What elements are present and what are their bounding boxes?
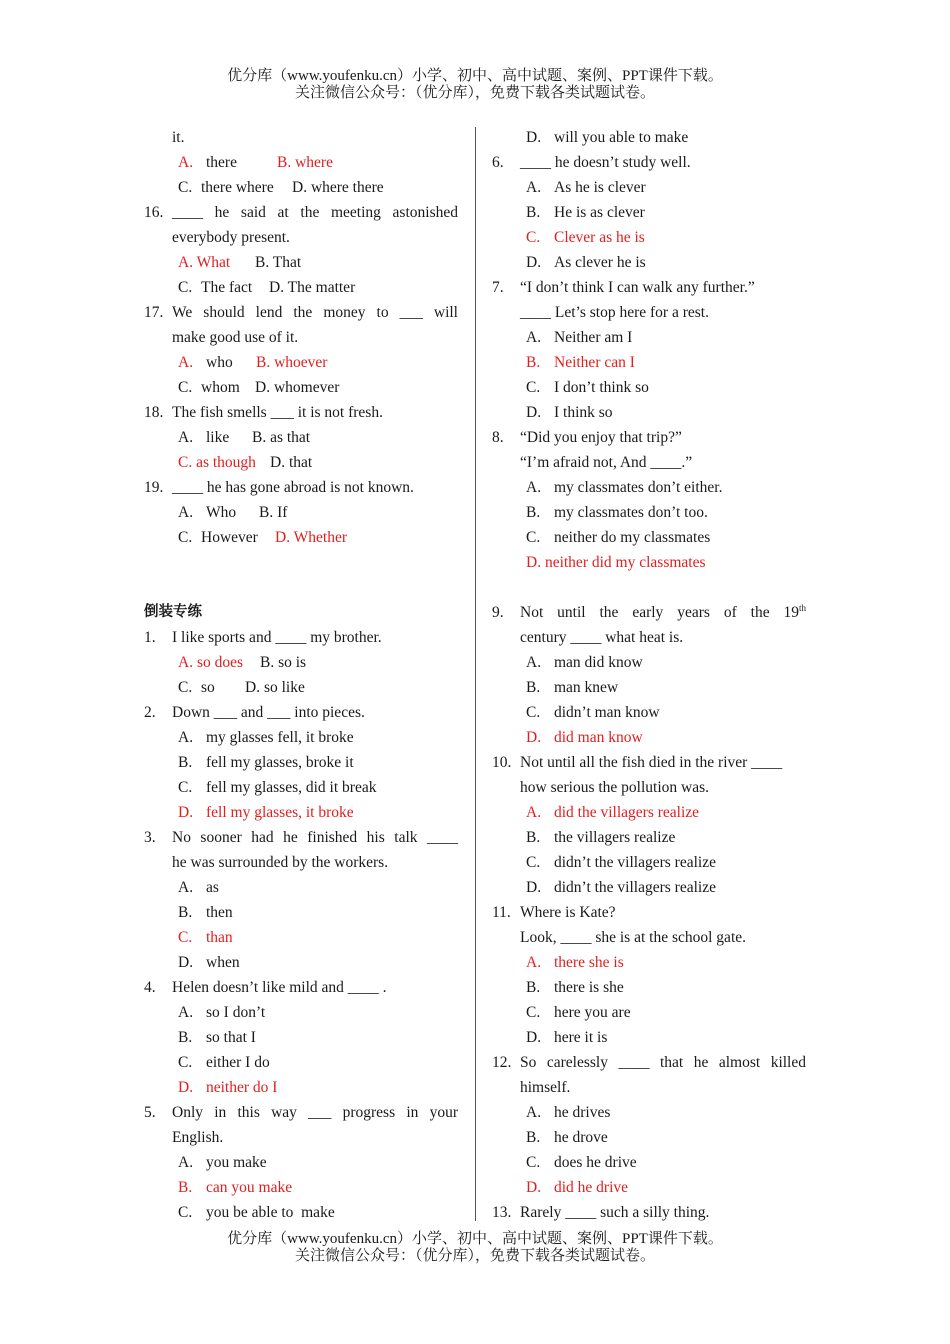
option-a: A. so does — [178, 654, 244, 671]
option-c-label: C. — [526, 1154, 541, 1171]
option-a-label: A. — [526, 179, 542, 196]
option-d: did he drive — [554, 1179, 629, 1196]
question-16 — [144, 200, 458, 225]
question-text: Rarely ____ such a silly thing. — [520, 1204, 710, 1221]
option-a-label: A. — [526, 1104, 542, 1121]
section-title: 倒装专练 — [144, 604, 202, 620]
spacer — [144, 550, 458, 575]
option-a: who — [206, 354, 233, 371]
question-text: I like sports and ____ my brother. — [172, 629, 382, 646]
question-number: 18. — [144, 404, 164, 421]
option-a: my classmates don’t either. — [554, 479, 723, 496]
question-13 — [492, 1200, 806, 1225]
option-b-label: B. — [526, 829, 541, 846]
question-text: ____ he said at the meeting astonished — [172, 204, 458, 221]
option-c-label: C. — [526, 529, 541, 546]
header-line-2: 关注微信公众号：（优分库），免费下载各类试题试卷。 — [294, 85, 655, 101]
option-c: The fact — [201, 279, 253, 296]
option-a: you make — [206, 1154, 267, 1171]
option-a-label: A. — [178, 154, 194, 171]
question-text: Helen doesn’t like mild and ____ . — [172, 979, 387, 996]
question-text: he was surrounded by the workers. — [172, 854, 389, 871]
option-row — [144, 950, 458, 975]
question-text: it. — [172, 129, 185, 146]
question-9 — [492, 600, 806, 625]
spacer — [492, 575, 806, 600]
question-text: how serious the pollution was. — [520, 779, 709, 796]
superscript: th — [798, 603, 806, 613]
option-row — [492, 525, 806, 550]
question-number: 17. — [144, 304, 164, 321]
option-row — [492, 325, 806, 350]
option-b-label: B. — [178, 904, 193, 921]
option-row — [144, 350, 458, 375]
question-text: “I’m afraid not, And ____.” — [520, 454, 693, 471]
question-1 — [144, 625, 458, 650]
option-row — [144, 750, 458, 775]
option-d-label: D. — [178, 1079, 194, 1096]
footer-line-2: 关注微信公众号：（优分库），免费下载各类试题试卷。 — [294, 1248, 655, 1264]
option-d: fell my glasses, it broke — [206, 804, 354, 821]
option-row — [144, 1050, 458, 1075]
question-number: 10. — [492, 754, 512, 771]
question-text: ____ he has gone abroad is not known. — [172, 479, 414, 496]
option-b: man knew — [554, 679, 619, 696]
option-row — [144, 1000, 458, 1025]
option-d: I think so — [554, 404, 613, 421]
question-text: himself. — [520, 1079, 571, 1096]
option-c: didn’t the villagers realize — [554, 854, 716, 871]
option-a: As he is clever — [554, 179, 646, 196]
option-a: Who — [206, 504, 237, 521]
question-number: 9. — [492, 604, 504, 621]
option-row — [144, 1025, 458, 1050]
option-a-label: A. — [178, 1004, 194, 1021]
option-c-label: C. — [178, 279, 193, 296]
option-row — [492, 1000, 806, 1025]
question-text — [520, 604, 806, 621]
option-a: Neither am I — [554, 329, 633, 346]
option-c-label: C. — [526, 229, 541, 246]
option-row — [144, 525, 458, 550]
option-a: he drives — [554, 1104, 611, 1121]
option-a: there — [206, 154, 237, 171]
option-row — [144, 275, 458, 300]
option-a: man did know — [554, 654, 643, 671]
option-c: does he drive — [554, 1154, 637, 1171]
option-row — [492, 1100, 806, 1125]
option-d-label: D. — [526, 1179, 542, 1196]
spacer — [144, 575, 458, 600]
question-4 — [144, 975, 458, 1000]
page-header — [0, 68, 950, 102]
option-c: I don’t think so — [554, 379, 649, 396]
option-a: as — [206, 879, 219, 896]
option-row — [492, 975, 806, 1000]
option-row — [492, 125, 806, 150]
question-text: So carelessly ____ that he almost killed — [520, 1054, 806, 1071]
option-row — [144, 375, 458, 400]
option-a: so I don’t — [206, 1004, 266, 1021]
option-d: D. neither did my classmates — [526, 554, 706, 571]
option-d: D. so like — [245, 679, 305, 696]
option-d-label: D. — [526, 404, 542, 421]
question-text: Where is Kate? — [520, 904, 616, 921]
question-text: We should lend the money to ___ will — [172, 304, 458, 321]
option-c-label: C. — [178, 379, 193, 396]
option-row — [492, 550, 806, 575]
option-c: However — [201, 529, 258, 546]
option-d: here it is — [554, 1029, 608, 1046]
question-number: 5. — [144, 1104, 156, 1121]
question-text: The fish smells ___ it is not fresh. — [172, 404, 383, 421]
option-row — [144, 800, 458, 825]
option-c-label: C. — [178, 529, 193, 546]
option-row — [492, 675, 806, 700]
option-a-label: A. — [178, 429, 194, 446]
option-row — [492, 475, 806, 500]
option-a-label: A. — [178, 504, 194, 521]
option-row — [492, 825, 806, 850]
question-text: English. — [172, 1129, 224, 1146]
option-d: D. where there — [292, 179, 384, 196]
question-number: 4. — [144, 979, 156, 996]
option-c-label: C. — [526, 379, 541, 396]
option-row — [492, 1150, 806, 1175]
option-row — [492, 225, 806, 250]
option-a-label: A. — [178, 729, 194, 746]
option-row — [144, 250, 458, 275]
option-d: did man know — [554, 729, 643, 746]
option-row — [144, 675, 458, 700]
option-a-label: A. — [178, 1154, 194, 1171]
question-2 — [144, 700, 458, 725]
option-row — [144, 925, 458, 950]
option-c: Clever as he is — [554, 229, 645, 246]
option-b: fell my glasses, broke it — [206, 754, 354, 771]
question-text: everybody present. — [172, 229, 290, 246]
option-d-label: D. — [526, 1029, 542, 1046]
question-number: 6. — [492, 154, 504, 171]
option-d: will you able to make — [554, 129, 689, 146]
option-row — [144, 150, 458, 175]
question-text: make good use of it. — [172, 329, 299, 346]
question-text: Down ___ and ___ into pieces. — [172, 704, 365, 721]
option-row — [144, 1075, 458, 1100]
question-text: Look, ____ she is at the school gate. — [520, 929, 746, 946]
option-a: like — [206, 429, 230, 446]
option-b: then — [206, 904, 233, 921]
option-c: C. as though — [178, 454, 256, 471]
option-a-label: A. — [526, 329, 542, 346]
option-a-label: A. — [526, 804, 542, 821]
option-row — [144, 175, 458, 200]
question-11 — [492, 900, 806, 925]
option-a: my glasses fell, it broke — [206, 729, 354, 746]
option-row — [144, 425, 458, 450]
option-a: did the villagers realize — [554, 804, 700, 821]
option-b-label: B. — [178, 754, 193, 771]
option-b-label: B. — [526, 354, 541, 371]
question-number: 11. — [492, 904, 511, 921]
option-b: Neither can I — [554, 354, 635, 371]
option-row — [144, 1150, 458, 1175]
option-row — [492, 850, 806, 875]
question-text: century ____ what heat is. — [520, 629, 684, 646]
question-number: 19. — [144, 479, 164, 496]
option-a: A. What — [178, 254, 231, 271]
footer-line-1: 优分库（www.youfenku.cn）小学、初中、高中试题、案例、PPT课件下载。 — [227, 1231, 723, 1247]
option-row — [492, 800, 806, 825]
question-text: No sooner had he finished his talk ____ — [172, 829, 458, 846]
left-column — [144, 125, 458, 1225]
column-divider — [475, 127, 476, 1221]
option-row — [492, 350, 806, 375]
option-c: either I do — [206, 1054, 270, 1071]
option-row — [492, 175, 806, 200]
question-number: 7. — [492, 279, 504, 296]
question-text: “I don’t think I can walk any further.” — [520, 279, 755, 296]
option-c-label: C. — [178, 179, 193, 196]
option-c-label: C. — [178, 779, 193, 796]
option-row — [492, 200, 806, 225]
option-row — [492, 725, 806, 750]
option-c: whom — [201, 379, 240, 396]
question-number: 3. — [144, 829, 156, 846]
option-b-label: B. — [526, 1129, 541, 1146]
option-b: there is she — [554, 979, 624, 996]
question-19 — [144, 475, 458, 500]
option-c: fell my glasses, did it break — [206, 779, 377, 796]
option-d: D. that — [270, 454, 313, 471]
page-footer — [0, 1231, 950, 1265]
option-b: He is as clever — [554, 204, 645, 221]
question-5 — [144, 1100, 458, 1125]
question-text: ____ he doesn’t study well. — [520, 154, 691, 171]
option-b: B. That — [255, 254, 302, 271]
option-d-label: D. — [526, 129, 542, 146]
option-d: D. The matter — [269, 279, 356, 296]
option-row — [144, 650, 458, 675]
option-row — [492, 875, 806, 900]
question-8 — [492, 425, 806, 450]
option-d-label: D. — [178, 804, 194, 821]
option-row — [492, 500, 806, 525]
option-row — [492, 1125, 806, 1150]
question-text: Not until all the fish died in the river ____ — [520, 754, 783, 771]
option-b-label: B. — [526, 679, 541, 696]
option-b-label: B. — [178, 1179, 193, 1196]
option-b-label: B. — [526, 204, 541, 221]
option-d: when — [206, 954, 240, 971]
question-number: 16. — [144, 204, 164, 221]
right-column — [492, 125, 806, 1225]
option-c-label: C. — [526, 854, 541, 871]
question-number: 8. — [492, 429, 504, 446]
question-number: 13. — [492, 1204, 512, 1221]
option-b: so that I — [206, 1029, 256, 1046]
option-row — [144, 1200, 458, 1225]
header-line-1: 优分库（www.youfenku.cn）小学、初中、高中试题、案例、PPT课件下载。 — [227, 68, 723, 84]
option-c-label: C. — [178, 929, 193, 946]
option-a-label: A. — [178, 354, 194, 371]
option-a-label: A. — [526, 654, 542, 671]
question-text: ____ Let’s stop here for a rest. — [520, 304, 709, 321]
option-row — [144, 775, 458, 800]
option-row — [144, 900, 458, 925]
option-b: B. as that — [252, 429, 311, 446]
option-c: didn’t man know — [554, 704, 660, 721]
option-a-label: A. — [526, 954, 542, 971]
question-text-main: Not until the early years of the 19 — [520, 604, 799, 621]
option-b-label: B. — [526, 504, 541, 521]
option-b: the villagers realize — [554, 829, 676, 846]
option-row — [492, 650, 806, 675]
option-d-label: D. — [526, 879, 542, 896]
question-text: “Did you enjoy that trip?” — [520, 429, 682, 446]
option-b: my classmates don’t too. — [554, 504, 708, 521]
question-text: Only in this way ___ progress in your — [172, 1104, 458, 1121]
option-d: D. whomever — [255, 379, 340, 396]
option-c: there where — [201, 179, 274, 196]
option-row — [144, 1175, 458, 1200]
question-number: 2. — [144, 704, 156, 721]
option-c-label: C. — [526, 704, 541, 721]
option-d-label: D. — [526, 729, 542, 746]
option-c: than — [206, 929, 233, 946]
option-row — [492, 1025, 806, 1050]
option-row — [492, 400, 806, 425]
option-row — [144, 875, 458, 900]
option-b: can you make — [206, 1179, 293, 1196]
question-18 — [144, 400, 458, 425]
question-6 — [492, 150, 806, 175]
option-c: so — [201, 679, 215, 696]
option-b: B. so is — [260, 654, 307, 671]
option-row — [492, 1175, 806, 1200]
option-c-label: C. — [526, 1004, 541, 1021]
question-number: 12. — [492, 1054, 512, 1071]
option-b: B. where — [277, 154, 333, 171]
option-c-label: C. — [178, 1204, 193, 1221]
question-10 — [492, 750, 806, 775]
option-a-label: A. — [526, 479, 542, 496]
option-b: B. If — [259, 504, 288, 521]
option-c-label: C. — [178, 1054, 193, 1071]
question-7 — [492, 275, 806, 300]
option-row — [492, 375, 806, 400]
option-d: As clever he is — [554, 254, 646, 271]
option-d: didn’t the villagers realize — [554, 879, 716, 896]
option-c-label: C. — [178, 679, 193, 696]
option-row — [492, 250, 806, 275]
option-c: neither do my classmates — [554, 529, 711, 546]
option-row — [144, 500, 458, 525]
option-d-label: D. — [178, 954, 194, 971]
option-d: neither do I — [206, 1079, 278, 1096]
question-17 — [144, 300, 458, 325]
option-d-label: D. — [526, 254, 542, 271]
option-row — [492, 700, 806, 725]
option-b-label: B. — [526, 979, 541, 996]
option-a-label: A. — [178, 879, 194, 896]
option-b: B. whoever — [256, 354, 328, 371]
question-3 — [144, 825, 458, 850]
option-c: you be able to make — [206, 1204, 335, 1221]
option-c: here you are — [554, 1004, 631, 1021]
option-row — [492, 950, 806, 975]
option-b-label: B. — [178, 1029, 193, 1046]
option-row — [144, 450, 458, 475]
option-d: D. Whether — [275, 529, 348, 546]
option-a: there she is — [554, 954, 624, 971]
question-12 — [492, 1050, 806, 1075]
option-row — [144, 725, 458, 750]
option-b: he drove — [554, 1129, 608, 1146]
question-number: 1. — [144, 629, 156, 646]
